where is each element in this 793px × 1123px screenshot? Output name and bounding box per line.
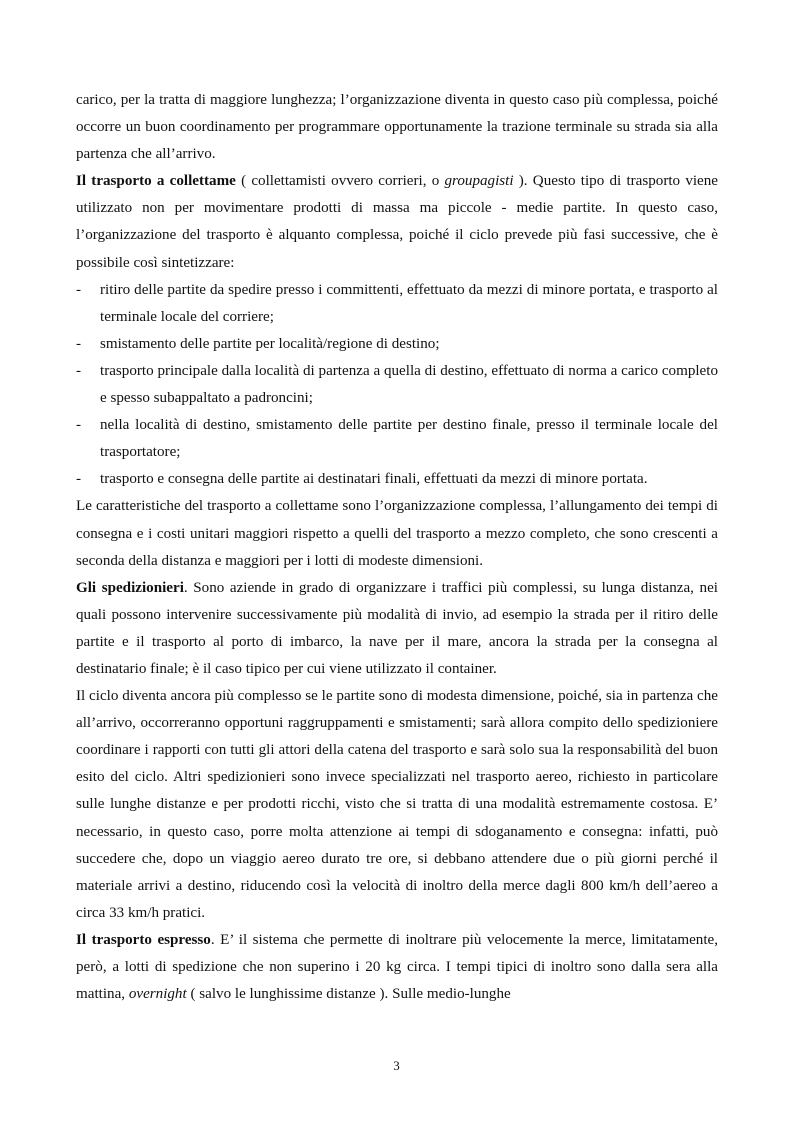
bullet-dash: - bbox=[76, 471, 82, 488]
list-item-text: trasporto e consegna delle partite ai destinatari finali, effettuati da mezzi di minore portata. bbox=[100, 471, 648, 488]
text-espresso-2: ( salvo le lunghissime distanze ). Sulle medio-lunghe bbox=[186, 986, 511, 1003]
paragraph-spedizionieri bbox=[76, 575, 718, 683]
term-groupagisti: groupagisti bbox=[444, 173, 514, 190]
list-item bbox=[76, 331, 718, 358]
collettame-phase-list bbox=[76, 277, 718, 494]
text-spedizionieri: . Sono aziende in grado di organizzare i traffici più complessi, su lunga distanza, nei quali possono intervenire successivamente più modalità di invio, ad esempio la strada per il ritiro delle partite e il trasporto al porto di imbarco, la nave per il mare, ancora la strada per la consegna al destinatario finale; è il caso tipico per cui viene utilizzato il container. bbox=[76, 579, 718, 677]
paragraph-collettame-summary: Le caratteristiche del trasporto a collettame sono l’organizzazione complessa, l’allungamento dei tempi di consegna e i costi unitari maggiori rispetto a quelli del trasporto a mezzo completo, che sono crescenti a seconda della distanza e maggiori per i lotti di modeste dimensioni. bbox=[76, 498, 718, 569]
heading-espresso: Il trasporto espresso bbox=[76, 931, 211, 948]
list-item-text: ritiro delle partite da spedire presso i committenti, effettuato da mezzi di minore portata, e trasporto al terminale locale del corriere; bbox=[100, 281, 718, 325]
list-item bbox=[76, 277, 718, 331]
paragraph-espresso bbox=[76, 927, 718, 1008]
bullet-dash: - bbox=[76, 417, 82, 434]
bullet-dash: - bbox=[76, 281, 82, 298]
paragraph-collettame bbox=[76, 168, 718, 276]
list-item bbox=[76, 466, 718, 493]
list-item-text: smistamento delle partite per località/regione di destino; bbox=[100, 335, 440, 352]
list-item-text: nella località di destino, smistamento delle partite per destino finale, presso il terminale locale del trasportatore; bbox=[100, 417, 718, 461]
text-collettame-2: ). Questo tipo di trasporto viene utilizzato non per movimentare prodotti di massa ma piccole - medie partite. In questo caso, l’organizzazione del trasporto è alquanto complessa, poiché il ciclo prevede più fasi successive, che è possibile così sintetizzare: bbox=[76, 173, 719, 271]
document-page bbox=[76, 87, 718, 1008]
bullet-dash: - bbox=[76, 362, 82, 379]
paragraph-intro: carico, per la tratta di maggiore lunghezza; l’organizzazione diventa in questo caso più complessa, poiché occorre un buon coordinamento per programmare opportunamente la trazione terminale su strada sia alla partenza che all’arrivo. bbox=[76, 92, 718, 163]
term-overnight: overnight bbox=[128, 986, 187, 1003]
heading-collettame: Il trasporto a collettame bbox=[76, 173, 236, 190]
paragraph-ciclo: Il ciclo diventa ancora più complesso se le partite sono di modesta dimensione, poiché, sia in partenza che all’arrivo, occorreranno opportuni raggruppamenti e smistamenti; sarà allora compito dello spedizioniere coordinare i rapporti con tutti gli attori della catena del trasporto e sarà solo sua la responsabilità del buon esito del ciclo. Altri spedizionieri sono invece specializzati nel trasporto aereo, richiesto in particolare sulle lunghe distanze e per prodotti ricchi, visto che si tratta di una modalità estremamente costosa. E’ necessario, in questo caso, porre molta attenzione ai tempi di sdoganamento e consegna: infatti, può succedere che, dopo un viaggio aereo durato tre ore, si debbano attendere due o più giorni perché il materiale arrivi a destino, riducendo così la velocità di inoltro della merce dagli 800 km/h dell’aereo a circa 33 km/h pratici. bbox=[76, 688, 718, 921]
list-item-text: trasporto principale dalla località di partenza a quella di destino, effettuato di norma a carico completo e spesso subappaltato a padroncini; bbox=[100, 362, 718, 407]
text-espresso-1: . E’ il sistema che permette di inoltrare più velocemente la merce, limitatamente, però, a lotti di spedizione che non superino i 20 kg circa. I tempi tipici di inoltro sono dalla sera alla mattina, bbox=[76, 931, 718, 1003]
page-number: 3 bbox=[393, 1058, 400, 1073]
text-collettame-1: ( collettamisti ovvero corrieri, o bbox=[235, 173, 445, 190]
list-item bbox=[76, 412, 718, 466]
list-item bbox=[76, 358, 718, 412]
heading-spedizionieri: Gli spedizionieri bbox=[76, 579, 184, 596]
bullet-dash: - bbox=[76, 335, 82, 352]
